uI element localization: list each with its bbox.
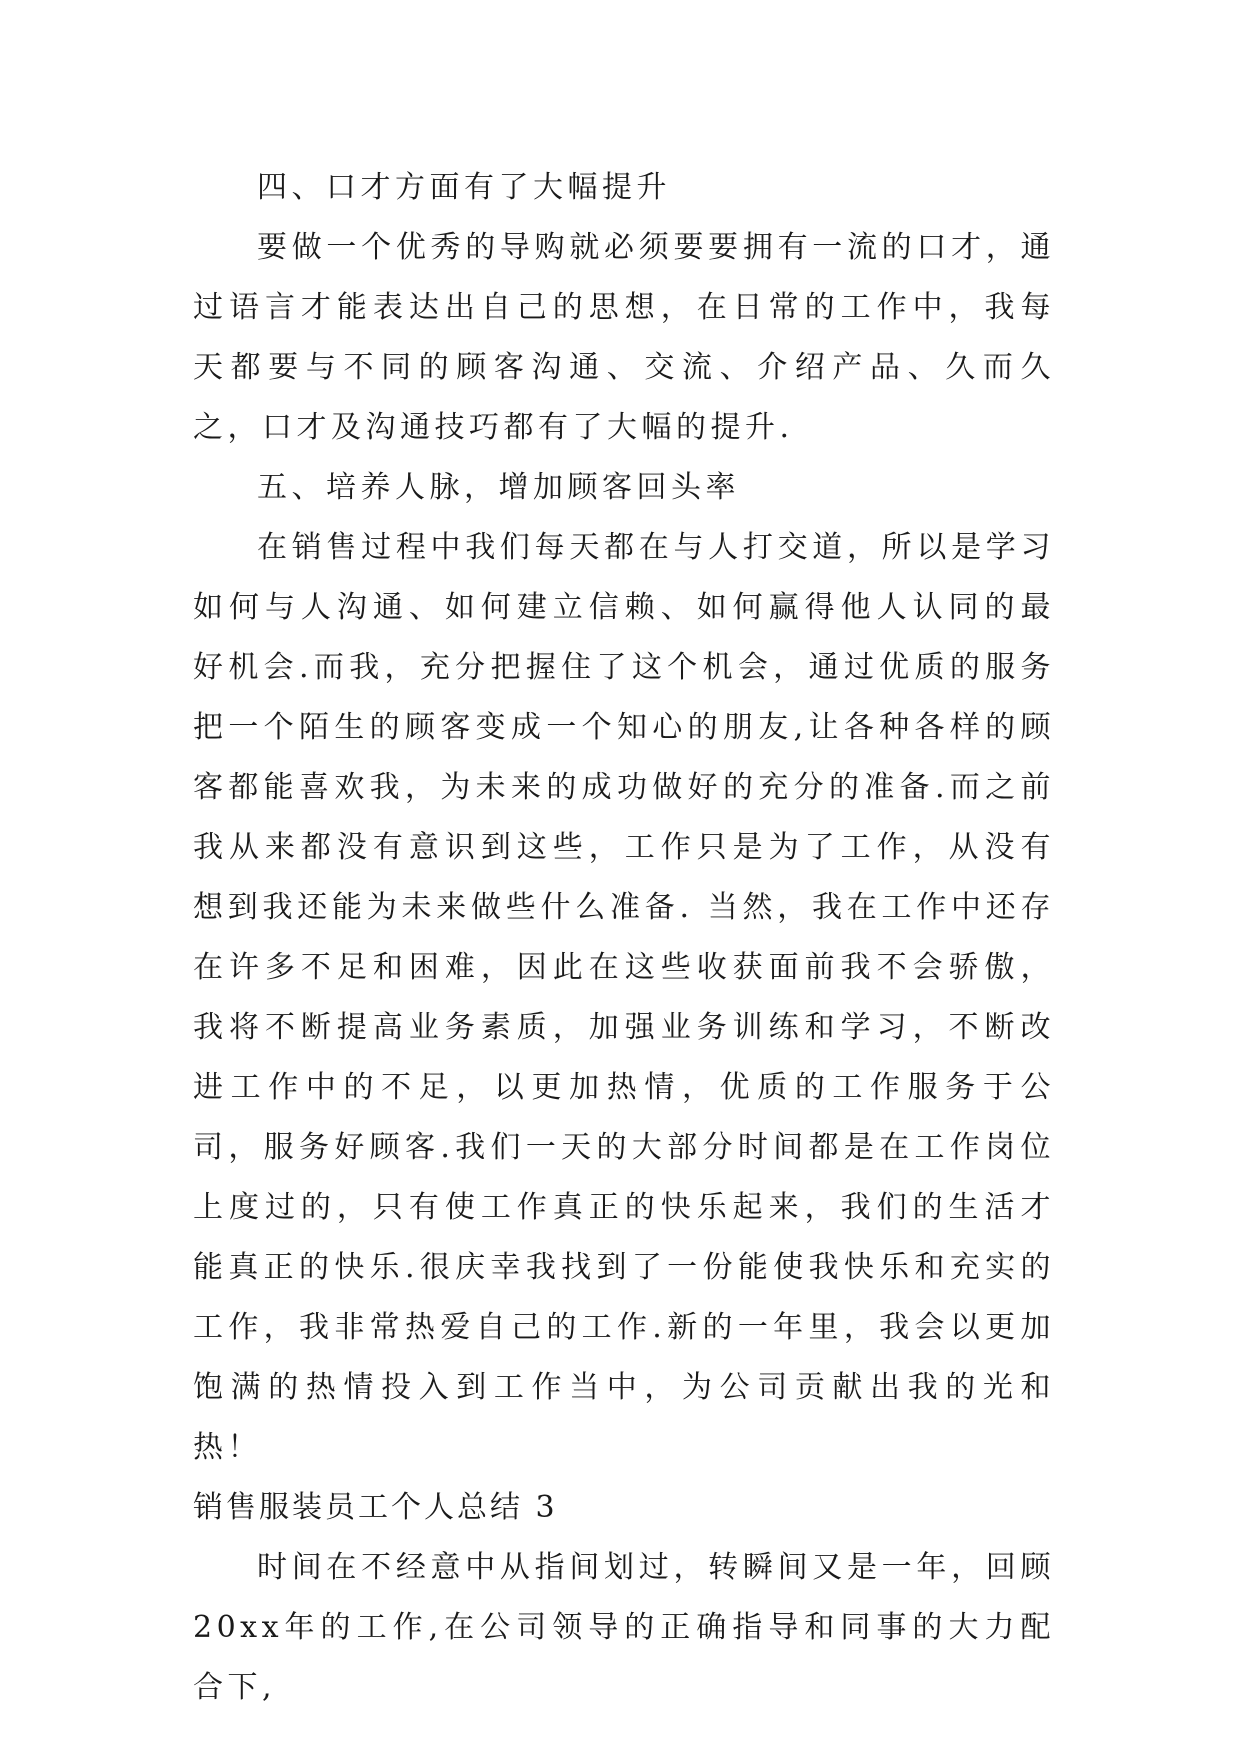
section-title: 销售服装员工个人总结 3	[193, 1490, 558, 1525]
paragraph-network: 在销售过程中我们每天都在与人打交道，所以是学习如何与人沟通、如何建立信赖、如何赢得他人认同的最好机会.而我，充分把握住了这个机会，通过优质的服务把一个陌生的顾客变成一个知心的朋友,让各种各样的顾客都能喜欢我，为未来的成功做好的充分的准备.而之前我从来都没有意识到这些，工作只是为了工作，从没有想到我还能为未来做些什么准备. 当然，我在工作中还存在许多不足和困难，因此在这些收获面前我不会骄傲，我将不断提高业务素质，加强业务训练和学习，不断改进工作中的不足，以更加热情，优质的工作服务于公司，服务好顾客.我们一天的大部分时间都是在工作岗位上度过的，只有使工作真正的快乐起来，我们的生活才能真正的快乐.很庆幸我找到了一份能使我快乐和充实的工作，我非常热爱自己的工作.新的一年里，我会以更加饱满的热情投入到工作当中，为公司贡献出我的光和热！	[193, 530, 1055, 1465]
document-body	[193, 158, 1055, 1718]
heading-four: 四、口才方面有了大幅提升	[257, 170, 671, 205]
heading-five: 五、培养人脉，增加顾客回头率	[257, 470, 740, 505]
paragraph-eloquence: 要做一个优秀的导购就必须要要拥有一流的口才，通过语言才能表达出自己的思想，在日常的工作中，我每天都要与不同的顾客沟通、交流、介绍产品、久而久之，口才及沟通技巧都有了大幅的提升.	[193, 230, 1055, 445]
paragraph-summary-intro: 时间在不经意中从指间划过，转瞬间又是一年，回顾20xx年的工作,在公司领导的正确指导和同事的大力配合下,	[193, 1550, 1055, 1705]
